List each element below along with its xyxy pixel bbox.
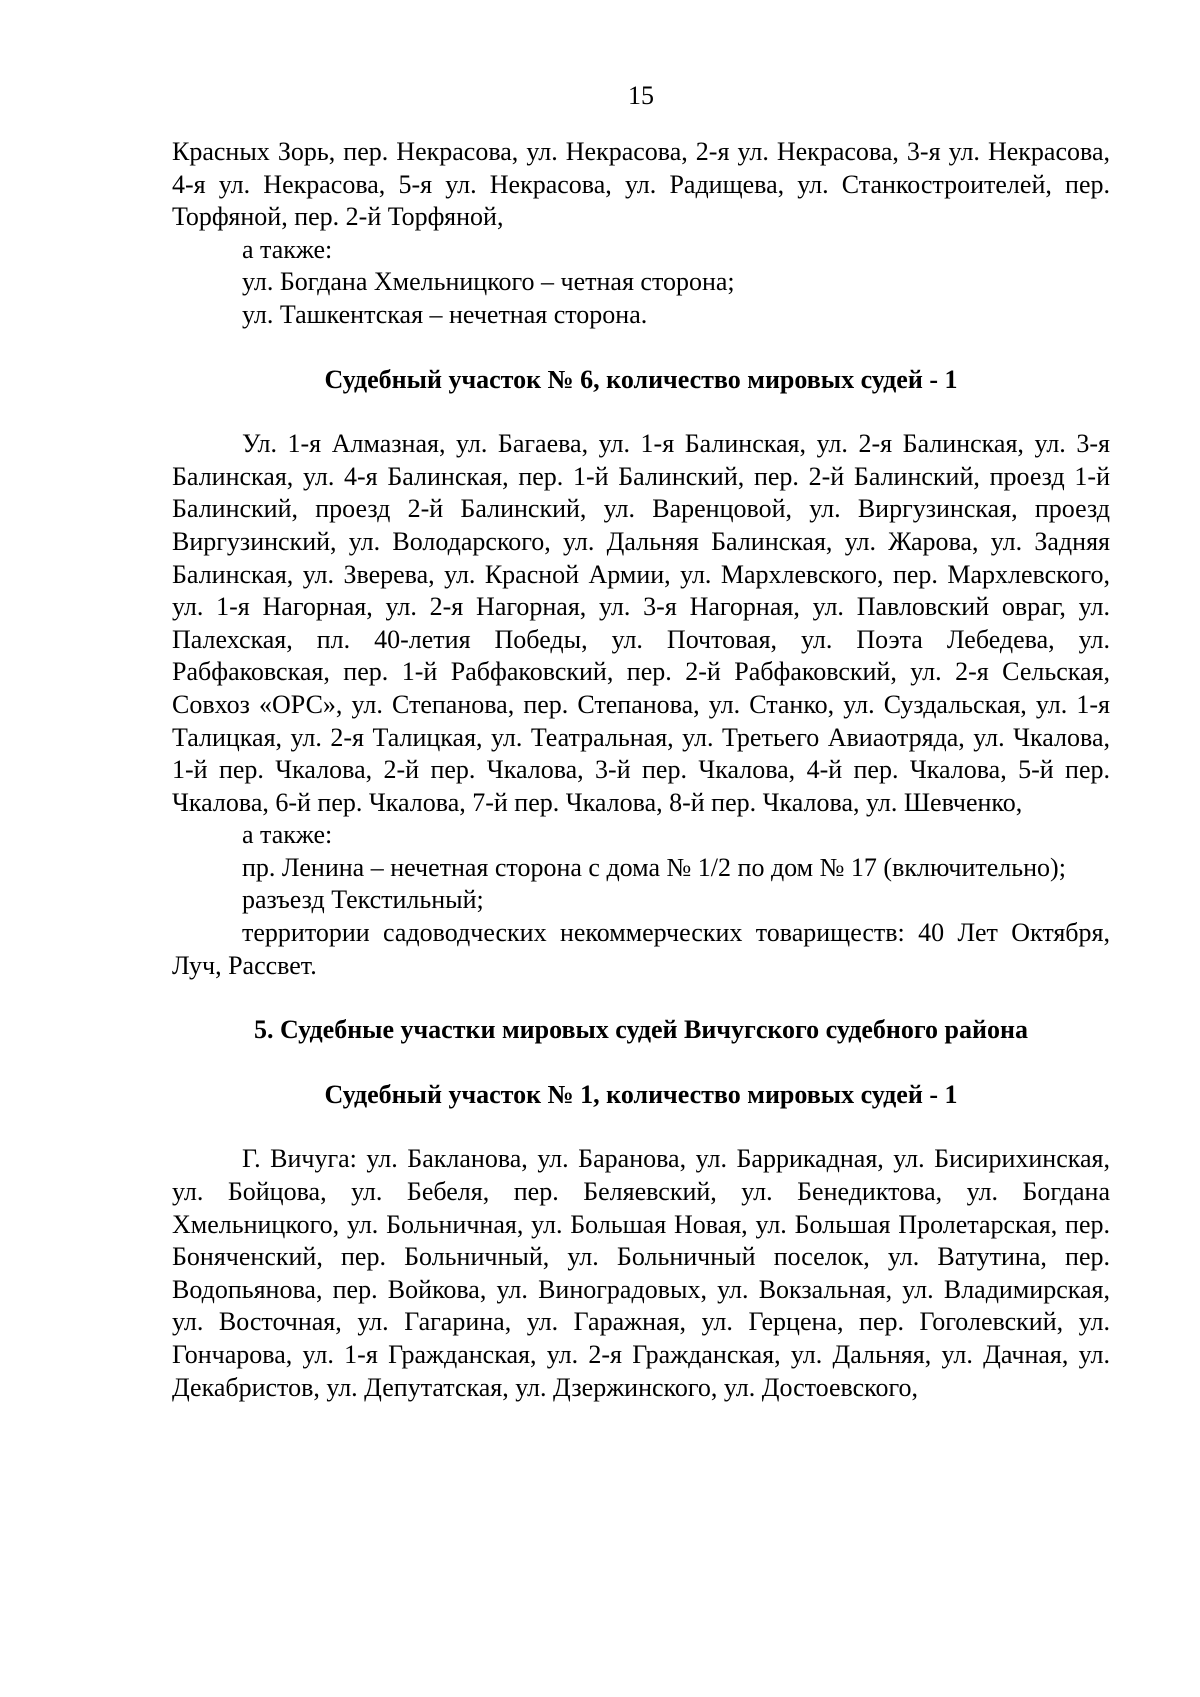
list-item: разъезд Текстильный; xyxy=(242,885,484,915)
list-item: ул. Ташкентская – нечетная сторона. xyxy=(242,299,648,329)
page-number: 15 xyxy=(628,81,654,110)
document-page xyxy=(172,80,1110,1404)
list-item: территории садоводческих некоммерческих товариществ: 40 Лет Октября, Луч, Рассвет. xyxy=(172,918,1110,980)
section-heading: Судебный участок № 1, количество мировых судей - 1 xyxy=(324,1079,958,1109)
list-item: пр. Ленина – нечетная сторона с дома № 1/2 по дом № 17 (включительно); xyxy=(242,852,1066,882)
also-label: а также: xyxy=(242,234,333,264)
streets-paragraph: Г. Вичуга: ул. Бакланова, ул. Баранова, ул. Баррикадная, ул. Бисирихинская, ул. Бойцова, ул. Бебеля, пер. Беляевский, ул. Бенедиктова, ул. Богдана Хмельницкого, ул. Больничная, ул. Большая Новая, ул. Большая Пролетарская, пер. Боняченский, пер. Больничный, ул. Больничный поселок, ул. Ватутина, пер. Водопьянова, пер. Войкова, ул. Виноградовых, ул. Вокзальная, ул. Владимирская, ул. Восточная, ул. Гагарина, ул. Гаражная, ул. Герцена, пер. Гоголевский, ул. Гончарова, ул. 1-я Гражданская, ул. 2-я Гражданская, ул. Дальняя, ул. Дачная, ул. Декабристов, ул. Депутатская, ул. Дзержинского, ул. Достоевского, xyxy=(172,1144,1110,1402)
streets-paragraph: Ул. 1-я Алмазная, ул. Багаева, ул. 1-я Балинская, ул. 2-я Балинская, ул. 3-я Балинская, ул. 4-я Балинская, пер. 1-й Балинский, пер. 2-й Балинский, проезд 1-й Балинский, проезд 2-й Балинский, ул. Варенцовой, ул. Виргузинская, проезд Виргузинский, ул. Володарского, ул. Дальняя Балинская, ул. Жарова, ул. Задняя Балинская, ул. Зверева, ул. Красной Армии, ул. Мархлевского, пер. Мархлевского, ул. 1-я Нагорная, ул. 2-я Нагорная, ул. 3-я Нагорная, ул. Павловский овраг, ул. Палехская, пл. 40-летия Победы, ул. Почтовая, ул. Поэта Лебедева, ул. Рабфаковская, пер. 1-й Рабфаковский, пер. 2-й Рабфаковский, ул. 2-я Сельская, Совхоз «ОРС», ул. Степанова, пер. Степанова, ул. Станко, ул. Суздальская, ул. 1-я Талицкая, ул. 2-я Талицкая, ул. Театральная, ул. Третьего Авиаотряда, ул. Чкалова, 1-й пер. Чкалова, 2-й пер. Чкалова, 3-й пер. Чкалова, 4-й пер. Чкалова, 5-й пер. Чкалова, 6-й пер. Чкалова, 7-й пер. Чкалова, 8-й пер. Чкалова, ул. Шевченко, xyxy=(172,429,1110,817)
chapter-heading: 5. Судебные участки мировых судей Вичугского судебного района xyxy=(254,1015,1028,1045)
also-label: а также: xyxy=(242,820,333,850)
list-item: ул. Богдана Хмельницкого – четная сторона; xyxy=(242,267,735,297)
section-heading: Судебный участок № 6, количество мировых судей - 1 xyxy=(324,364,958,394)
continuation-paragraph: Красных Зорь, пер. Некрасова, ул. Некрасова, 2-я ул. Некрасова, 3-я ул. Некрасова, 4-я ул. Некрасова, 5-я ул. Некрасова, ул. Радищева, ул. Станкостроителей, пер. Торфяной, пер. 2-й Торфяной, xyxy=(172,137,1110,232)
